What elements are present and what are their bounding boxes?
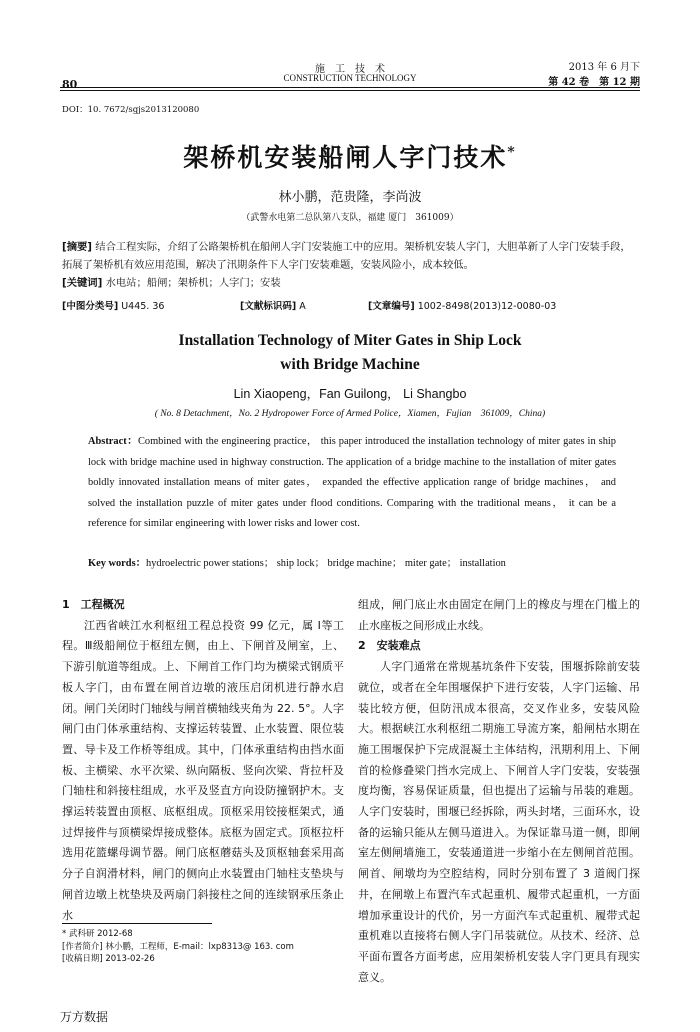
affiliation-cn: （武警水电第二总队第八支队，福建 厦门 361009） xyxy=(241,213,459,223)
body-column-left xyxy=(62,595,344,926)
article-no-label: [文章编号] xyxy=(368,301,415,312)
footnotes xyxy=(62,928,344,966)
abstract-en xyxy=(88,432,616,535)
section-1-paragraph: 江西省峡江水利枢纽工程总投资 99 亿元，属 Ⅰ等工程。Ⅲ级船闸位于枢纽左侧，由上、下闸首及闸室，上、下游引航道等组成。上、下闸首工作门均为横梁式钢质平板人字门，由布置在闸首边墩的液压启闭机进行静水启闭。闸门关闭时门轴线与闸首横轴线夹角为 22. 5°。人字闸门由门体承重结构、支撑运转装置、止水装置、限位装置、导卡及工作桥等组成。其中，门体承重结构由挡水面板、主横梁、水平次梁、纵向隔板、竖向次梁、背拉杆及门轴柱和斜接柱组成，水平及竖直方向设防撞钢护木。支撑运转装置由顶枢、底枢组成。顶枢采用铰接框架式，通过焊接件与顶横梁焊接成整体。底枢为固定式。顶枢拉杆选用花篮螺母调节器。闸门底枢蘑菇头及顶枢轴套采用高分子自润滑材料，闸门的侧向止水装置由门轴柱支垫块与闸首边墩上枕垫块及两扇门斜接柱之间的连续钢承压条止水 xyxy=(62,618,344,922)
title-en-line2: with Bridge Machine xyxy=(280,356,420,373)
title-footnote-mark: * xyxy=(507,144,517,161)
title-cn-text: 架桥机安装船闸人字门技术 xyxy=(183,143,508,172)
body-column-right xyxy=(358,595,640,988)
title-cn xyxy=(0,138,700,174)
page-number: 80 xyxy=(62,78,78,91)
title-en-line1: Installation Technology of Miter Gates in Ship Lock xyxy=(178,332,522,349)
footnote-rule xyxy=(62,923,212,924)
keywords-en-label: Key words： xyxy=(88,558,147,569)
cls-label: [中图分类号] xyxy=(62,301,119,312)
abstract-cn-label: [摘要] xyxy=(62,241,93,253)
section-1-paragraph-cont: 组成，闸门底止水由固定在闸门上的橡皮与埋在门槛上的止水座板之间形成止水线。 xyxy=(358,598,640,632)
journal-name-en: CONSTRUCTION TECHNOLOGY xyxy=(283,73,417,83)
doi: DOI：10. 7672/sgjs2013120080 xyxy=(62,105,200,115)
journal-name-cn: 施 工 技 术 xyxy=(315,64,385,75)
cls-value: U445. 36 xyxy=(121,301,165,312)
abstract-cn-text: 结合工程实际，介绍了公路架桥机在船闸人字门安装施工中的应用。架桥机安装人字门，大胆革新了人字门安装手段，拓展了架桥机有效应用范围，解决了汛期条件下人字门安装难题，安装风险小，成本较低。 xyxy=(62,241,631,271)
footnote-received: [收稿日期] 2013-02-26 xyxy=(62,954,155,964)
keywords-en: hydroelectric power stations； ship lock； bridge machine； miter gate； installation xyxy=(146,558,506,569)
section-2-heading: 2 安装难点 xyxy=(358,639,421,653)
footnote-author: [作者简介] 林小鹏，工程师，E-mail：lxp8313@ 163. com xyxy=(62,941,294,952)
affiliation-en: ( No. 8 Detachment，No. 2 Hydropower Force of Armed Police，Xiamen，Fujian 361009，China) xyxy=(154,409,546,419)
title-en xyxy=(0,329,700,377)
doc-code-value: A xyxy=(299,301,306,312)
authors-en: Lin Xiaopeng，Fan Guilong， Li Shangbo xyxy=(233,387,467,401)
abstract-en-text: Combined with the engineering practice， this paper introduced the installation technology of miter gates in ship lock with bridge machine used in highway construction. The application of a bridge machine to the installation of miter gates boldly innovated installation means of miter gates， expanded the effective application range of bridge machines， and solved the installation puzzle of miter gates under flood conditions. Comparing with the traditional means， it can be a reference for similar engineering with lower risks and lower cost. xyxy=(88,436,616,529)
issue-date: 2013 年 6 月下 xyxy=(568,62,640,73)
abstract-en-label: Abstract： xyxy=(88,436,138,447)
watermark: 万方数据 xyxy=(60,1010,109,1024)
header-rule xyxy=(60,87,640,88)
authors-cn: 林小鹏，范贵隆，李尚波 xyxy=(278,190,422,205)
article-no-value: 1002-8498(2013)12-0080-03 xyxy=(417,301,557,312)
doc-code-label: [文献标识码] xyxy=(240,301,297,312)
volume-issue: 第 42 卷 第 12 期 xyxy=(548,77,640,88)
abstract-cn xyxy=(62,238,640,292)
keywords-cn: 水电站；船闸；架桥机；人字门；安装 xyxy=(105,277,281,289)
section-2-paragraph: 人字门通常在常规基坑条件下安装，围堰拆除前安装就位，或者在全年围堰保护下进行安装，人字门运输、吊装比较方便，但防汛成本很高，交叉作业多，安装风险大。根据峡江水利枢纽二期施工导流方案，船闸枯水期在施工围堰保护下完成混凝土主体结构，汛期利用上、下闸首的检修叠梁门挡水完成上、下闸首人字门安装，安装强度均衡，容易保证质量，但也提出了运输与吊装的难题。人字门安装时，围堰已经拆除，两头封堵，三面环水，设备的运输只能从左侧马道进入。为保证靠马道一侧，即闸室左侧闸墙施工，安装通道进一步缩小在左侧闸首范围。闸首、闸墩均为空腔结构，同时分别布置了 3 道阀门探井，在闸墩上布置汽车式起重机、履带式起重机，一方面增加承重设计的代价，另一方面汽车式起重机、履带式起重机难以直接将右侧人字门吊装就位。从技术、经济、总平面布置各方面考虑，应用架桥机安装人字门更具有现实意义。 xyxy=(358,660,640,984)
footnote-fund: * 武科研 2012-68 xyxy=(62,929,133,939)
keywords-en-row xyxy=(88,554,628,569)
section-1-heading: 1 工程概况 xyxy=(62,598,125,611)
keywords-cn-label: [关键词] xyxy=(62,277,103,289)
header-rule-thin xyxy=(60,90,640,91)
